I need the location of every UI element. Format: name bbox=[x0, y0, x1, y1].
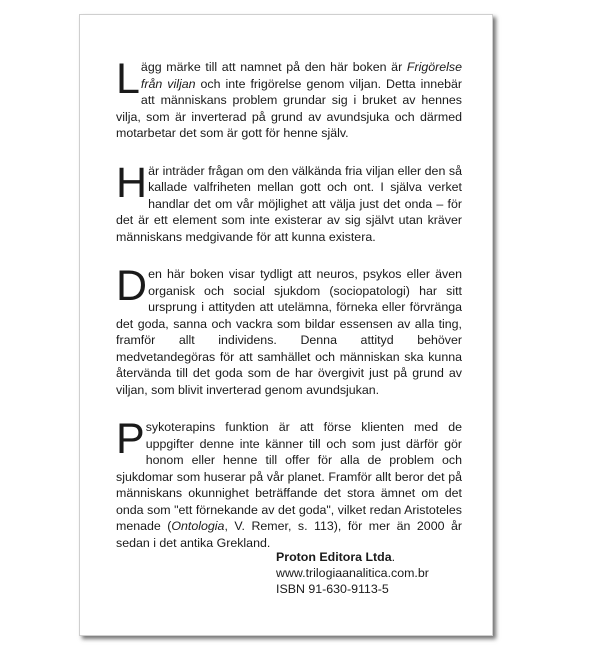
paragraph-3 bbox=[116, 262, 462, 398]
paragraph-1 bbox=[116, 55, 462, 142]
drop-cap: L bbox=[116, 55, 140, 103]
citation-italic: Ontologia bbox=[171, 519, 225, 533]
drop-cap: D bbox=[116, 262, 148, 310]
paragraph-text: ägg märke till att namnet på den här boken är bbox=[140, 60, 407, 74]
paragraph-text: , V. Remer, s. 113), för mer än 2000 år sedan i det antika Grekland. bbox=[116, 519, 462, 550]
paragraph-2 bbox=[116, 158, 462, 246]
isbn: ISBN 91-630-9113-5 bbox=[276, 582, 389, 596]
book-back-cover bbox=[79, 14, 493, 636]
drop-cap: P bbox=[116, 415, 145, 463]
paragraph-text: är inträder frågan om den välkända fria viljan eller den så kallade valfriheten mellan gott och ont. I själva verket handlar det om vår möjlighet att välja just det onda – för det är ett element som inte existerar av sig självt utan kräver människans medgivande för att kunna existera. bbox=[116, 163, 462, 244]
blurb-text bbox=[116, 55, 462, 572]
paragraph-text: en här boken visar tydligt att neuros, psykos eller även organisk och social sjukdom (sociopatologi) har sitt ursprung i attityden att utelämna, förneka eller förvränga det goda, sanna och vackra som bildar essensen av alla ting, framför allt individens. Denna attityd behöver medvetandegöras för att samhället och människan ska kunna återvända till det goda som de har övergivit just på grund av viljan, som blivit inverterad genom avundsjukan. bbox=[116, 267, 462, 397]
paragraph-text: och inte frigörelse genom viljan. Detta innebär att människans problem grundar sig i bruket av hennes vilja, som är inverterad på grund av avundsjuka och därmed motarbetar det som är gott för henne själv. bbox=[116, 76, 462, 140]
paragraph-4 bbox=[116, 415, 462, 551]
paragraph-text: sykoterapins funktion är att förse klienten med de uppgifter denne inte känner till och som just därför gör honom eller henne till offer för alla de problem och sjukdomar som huserar på vår planet. Framför allt beror det på människans okunnighet beträffande det stora ämnet om det onda som "ett förnekande av det goda", vilket redan Aristoteles menade ( bbox=[116, 420, 462, 533]
publisher-name-suffix: . bbox=[391, 550, 396, 564]
publisher-info bbox=[276, 549, 429, 597]
publisher-website: www.trilogiaanalitica.com.br bbox=[276, 566, 429, 580]
book-title-italic: Frigörelse från viljan bbox=[140, 60, 462, 91]
drop-cap: H bbox=[116, 158, 148, 207]
publisher-name: Proton Editora Ltda bbox=[276, 550, 392, 564]
publisher-name-line bbox=[276, 549, 429, 565]
